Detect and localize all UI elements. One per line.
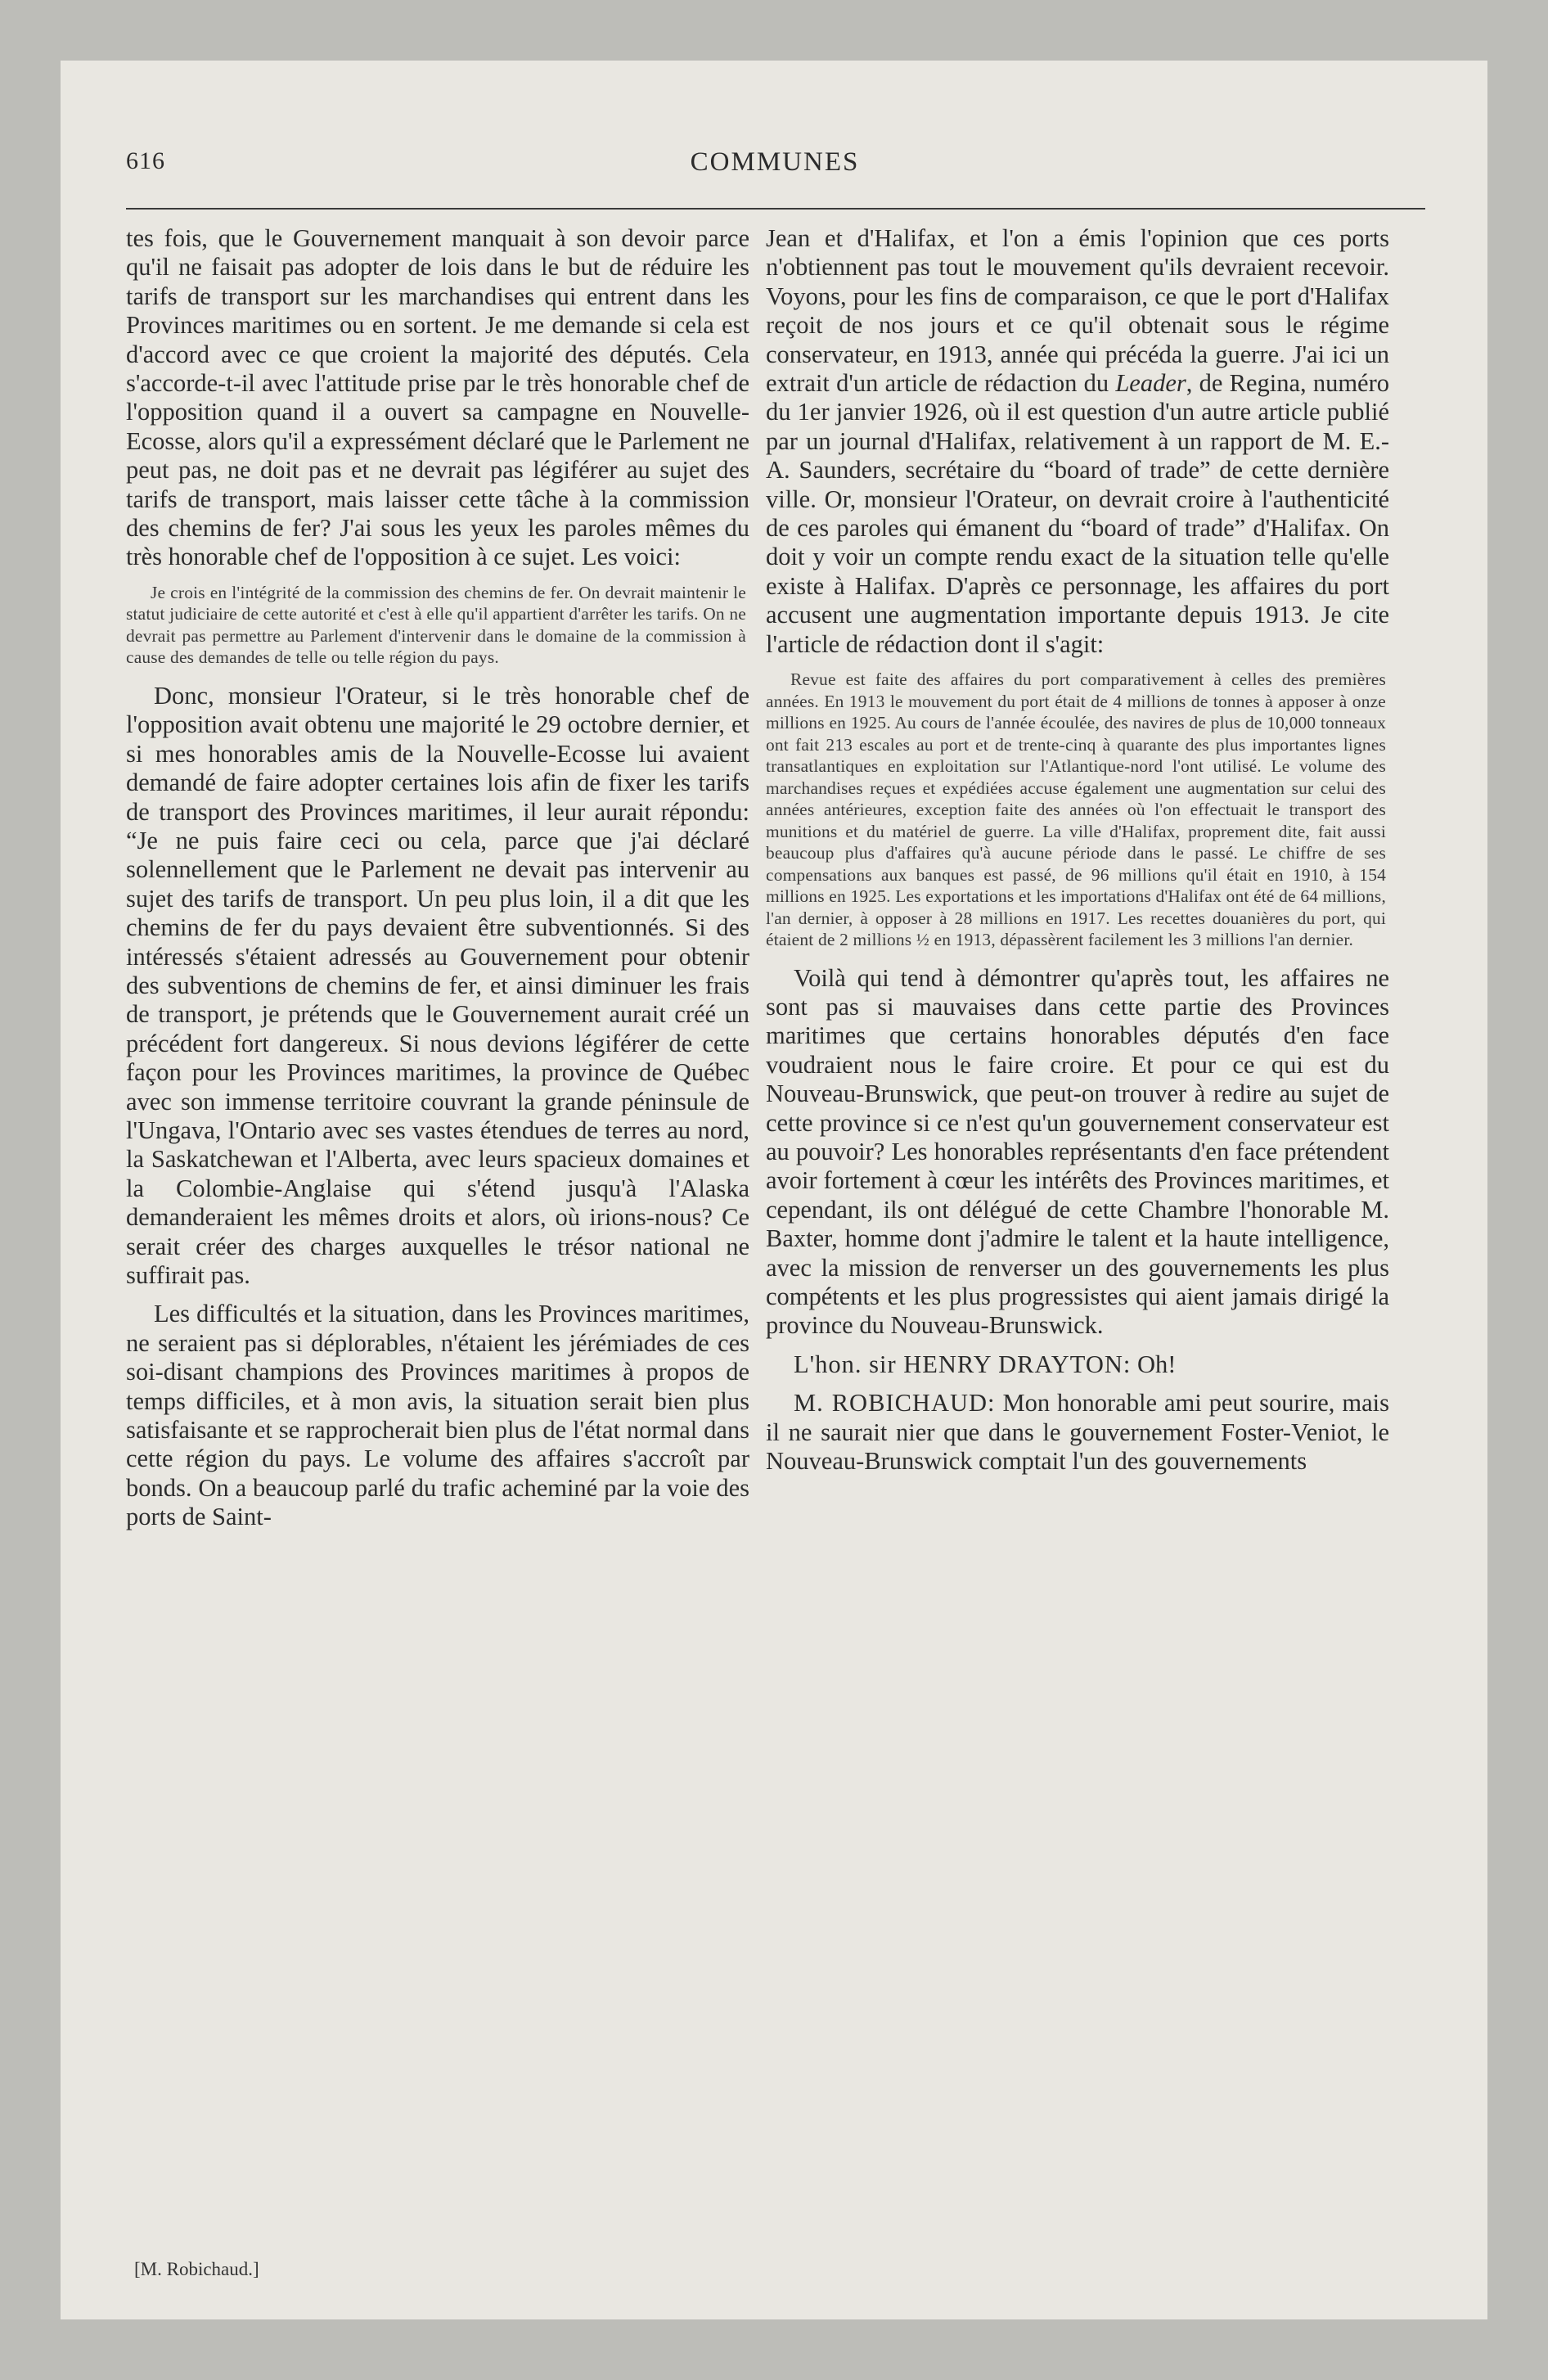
speaker-robichaud: M. ROBICHAUD:	[794, 1389, 996, 1418]
page-header	[126, 139, 1424, 188]
left-column	[126, 224, 749, 1542]
newspaper-name: Leader	[1115, 369, 1186, 398]
right-paragraph-2: Voilà qui tend à démontrer qu'après tout, les affaires ne sont pas si mauvaises dans cette partie des Provinces maritimes que certains honorables députés d'en face voudraient nous le faire croire. Et pour ce qui est du Nouveau-Brunswick, que peut-on trouver à redire au sujet de cette province si ce n'est qu'un gouvernement conservateur est au pouvoir? Les honorables représentants d'en face prétendent avoir fortement à cœur les intérêts des Provinces maritimes, et cependant, ils ont délégué de cette Chambre l'honorable M. Baxter, homme dont j'admire le talent et la haute intelligence, avec la mission de renverser un des gouvernements les plus compétents et les plus progressistes qui aient jamais dirigé la province du Nouveau-Brunswick.	[766, 963, 1389, 1340]
speech-drayton-text: Oh!	[1131, 1350, 1177, 1378]
header-rule	[126, 208, 1425, 210]
right-quotation: Revue est faite des affaires du port comparativement à celles des premières années. En 1913 le mouvement du port était de 4 millions de tonnes à apposer à onze millions en 1925. Au cours de l'année écoulée, des navires de plus de 10,000 tonneaux ont fait 213 escales au port et de trente-cinq à quarante des plus importantes lignes transatlantiques en exploitation sur l'Atlantique-nord l'ont utilisé. Le volume des marchandises reçues et expédiées accuse également une augmentation sur celui des années antérieures, exception faite des années où l'on effectuait le transport des munitions et du matériel de guerre. La ville d'Halifax, proprement dite, fait aussi beaucoup plus d'affaires qu'à aucune période dans le passé. Le chiffre de ses compensations aux banques est passé, de 96 millions qu'il était en 1910, à 154 millions en 1925. Les exportations et les importations d'Halifax ont été de 64 millions, l'an dernier, à opposer à 28 millions en 1917. Les recettes douanières du port, qui étaient de 2 millions ½ en 1913, dépassèrent facilement les 3 millions l'an dernier.	[766, 669, 1386, 950]
speaker-drayton: L'hon. sir HENRY DRAYTON:	[794, 1350, 1132, 1378]
left-paragraph-2: Donc, monsieur l'Orateur, si le très honorable chef de l'opposition avait obtenu une majorité le 29 octobre dernier, et si mes honorables amis de la Nouvelle-Ecosse lui avaient demandé de faire adopter certaines lois afin de fixer les tarifs de transport des Provinces maritimes, il leur aurait répondu: “Je ne puis faire ceci ou cela, parce que j'ai déclaré solennellement que le Parlement ne devait pas intervenir au sujet des tarifs de transport. Un peu plus loin, il a dit que les chemins de fer du pays devaient être subventionnés. Si des intéressés s'étaient adressés au Gouvernement pour obtenir des subventions de chemins de fer, et ainsi diminuer les frais de transport, je prétends que le Gouvernement aurait créé un précédent fort dangereux. Si nous devions légiférer de cette façon pour les Provinces maritimes, la province de Québec avec son immense territoire couvrant la grande péninsule de l'Ungava, l'Ontario avec ses vastes étendues de terres au nord, la Saskatchewan et l'Alberta, avec leurs spacieux domaines et la Colombie-Anglaise qui s'étend jusqu'à l'Alaska demanderaient les mêmes droits et alors, où irions-nous? Ce serait créer des charges auxquelles le trésor national ne suffirait pas.	[126, 681, 749, 1289]
right-column	[766, 224, 1389, 1486]
right-paragraph-1	[766, 224, 1389, 659]
speech-drayton	[766, 1350, 1389, 1379]
left-quotation: Je crois en l'intégrité de la commission des chemins de fer. On devrait maintenir le statut judiciaire de cette autorité et c'est à elle qu'il appartient d'arrêter les tarifs. On ne devrait pas permettre au Parlement d'intervenir dans le domaine de la commission à cause des demandes de telle ou telle région du pays.	[126, 582, 746, 668]
speech-robichaud-text: Mon honorable ami peut sourire, mais il ne saurait nier que dans le gouvernement Foster-Veniot, le Nouveau-Brunswick comptait l'un des gouvernements	[766, 1389, 1389, 1476]
right-paragraph-1-part-a: Jean et d'Halifax, et l'on a émis l'opinion que ces ports n'obtiennent pas tout le mouvement qu'ils devraient recevoir. Voyons, pour les fins de comparaison, ce que le port d'Halifax reçoit de nos jours et ce qu'il obtenait sous le régime conservateur, en 1913, année qui précéda la guerre. J'ai ici un extrait d'un article de rédaction du	[766, 224, 1389, 398]
footer-speaker-tag: [M. Robichaud.]	[134, 2259, 259, 2279]
left-paragraph-3: Les difficultés et la situation, dans les Provinces maritimes, ne seraient pas si déplorables, n'étaient les jérémiades de ces soi-disant champions des Provinces maritimes à propos de temps difficiles, et à mon avis, la situation serait bien plus satisfaisante et se rapprocherait bien plus de l'état normal dans cette région du pays. Le volume des affaires s'accroît par bonds. On a beaucoup parlé du trafic acheminé par la voie des ports de Saint-	[126, 1300, 749, 1531]
running-title: COMMUNES	[690, 147, 860, 177]
speech-robichaud	[766, 1389, 1389, 1476]
document-page	[61, 61, 1487, 2319]
left-paragraph-1: tes fois, que le Gouvernement manquait à son devoir parce qu'il ne faisait pas adopter de lois dans le but de réduire les tarifs de transport sur les marchandises qui entrent dans les Provinces maritimes ou en sortent. Je me demande si cela est d'accord avec ce que croient la majorité des députés. Cela s'accorde-t-il avec l'attitude prise par le très honorable chef de l'opposition quand il a ouvert sa campagne en Nouvelle-Ecosse, alors qu'il a expressément déclaré que le Parlement ne peut pas, ne doit pas et ne devrait pas légiférer au sujet des tarifs de transport, mais laisser cette tâche à la commission des chemins de fer? J'ai sous les yeux les paroles mêmes du très honorable chef de l'opposition à ce sujet. Les voici:	[126, 224, 749, 571]
right-paragraph-1-part-b: , de Regina, numéro du 1er janvier 1926, où il est question d'un autre article publié par un journal d'Halifax, relativement à un rapport de M. E.-A. Saunders, secrétaire du “board of trade” de cette dernière ville. Or, monsieur l'Orateur, on devrait croire à l'authenticité de ces paroles qui émanent du “board of trade” d'Halifax. On doit y voir un compte rendu exact de la situation telle qu'elle existe à Halifax. D'après ce personnage, les affaires du port accusent une augmentation importante depuis 1913. Je cite l'article de rédaction dont il s'agit:	[766, 369, 1389, 658]
page-number: 616	[126, 147, 165, 174]
